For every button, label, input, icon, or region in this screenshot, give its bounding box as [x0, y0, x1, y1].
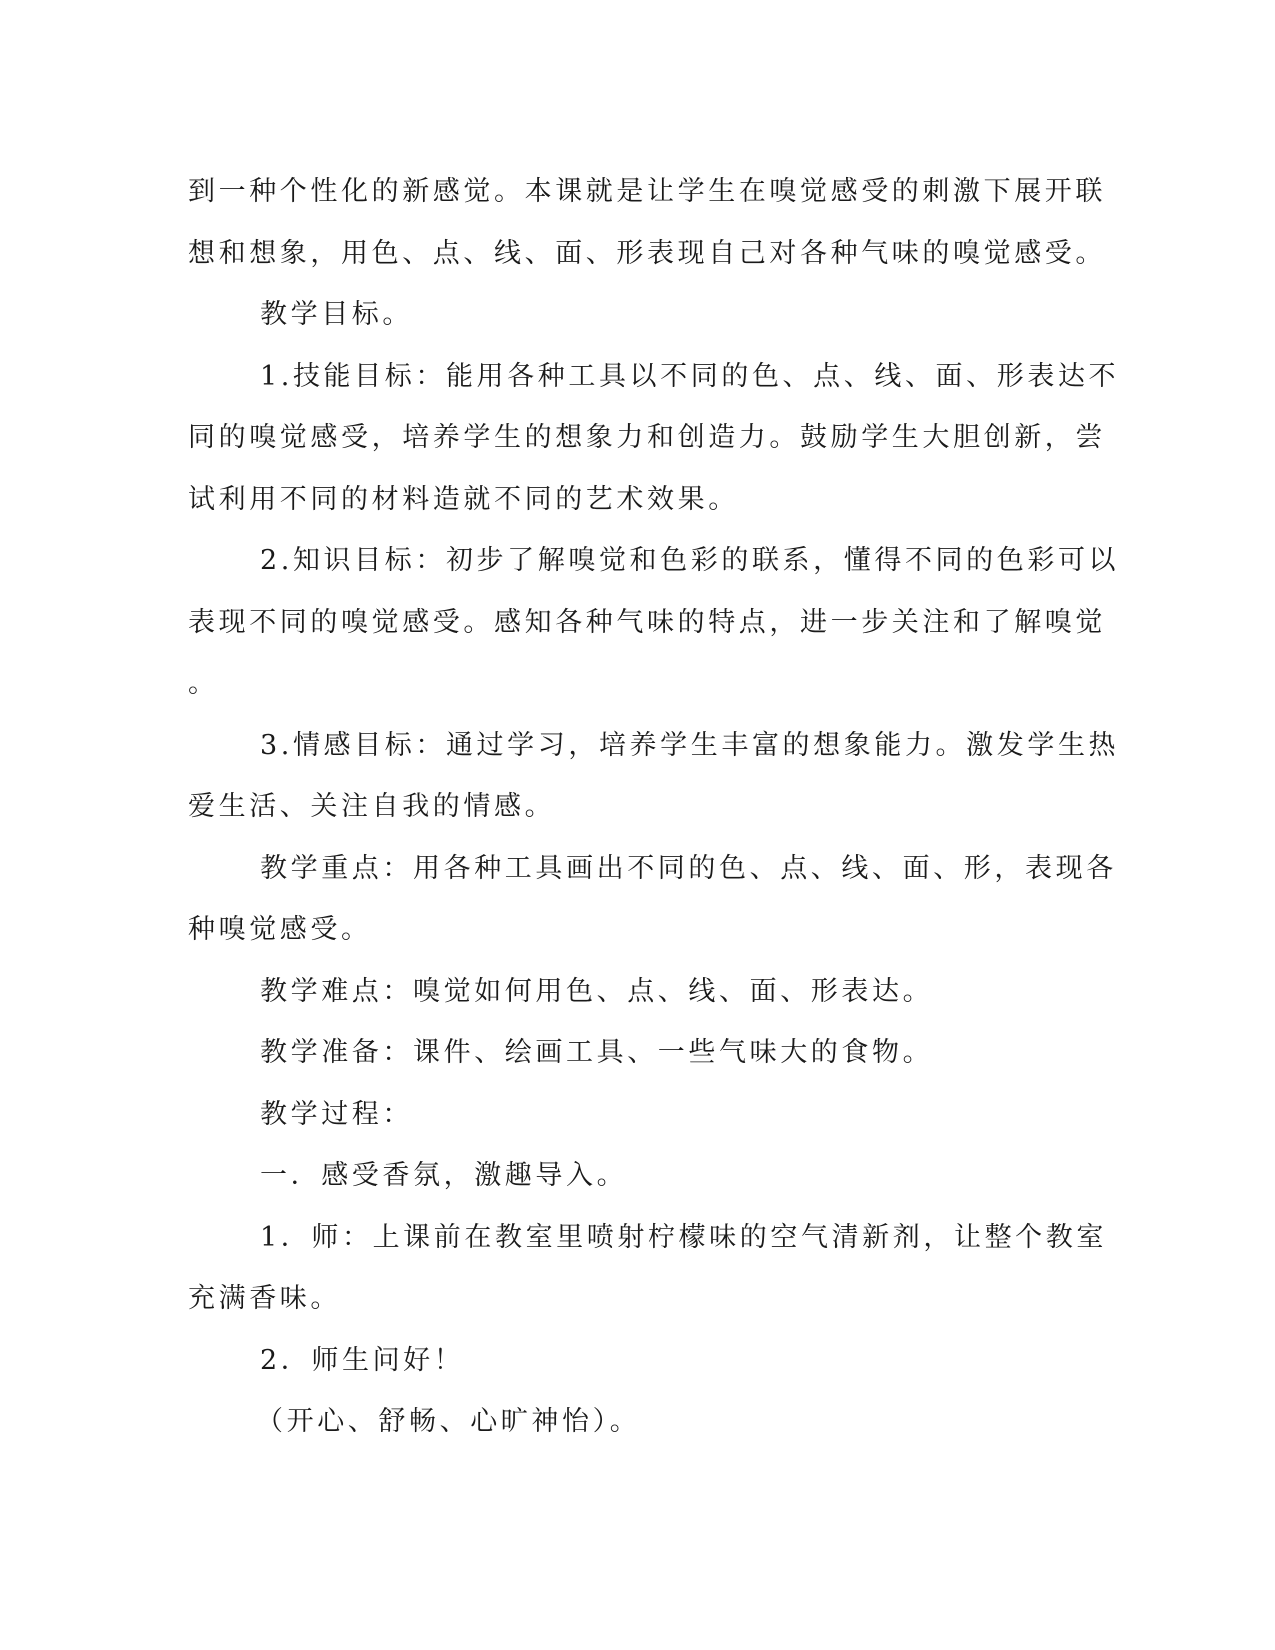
body-text-line: 2．师生问好！ [260, 1344, 465, 1376]
body-text-line: 种嗅觉感受。 [188, 914, 372, 945]
body-text-line: 同的嗅觉感受，培养学生的想象力和创造力。鼓励学生大胆创新，尝 [188, 422, 1106, 453]
body-text-line: 充满香味。 [188, 1283, 341, 1314]
body-text-line: 1.技能目标：能用各种工具以不同的色、点、线、面、形表达不 [260, 360, 1120, 392]
section-heading-teaching-goals: 教学目标。 [260, 299, 413, 330]
body-text-line: 2.知识目标：初步了解嗅觉和色彩的联系，懂得不同的色彩可以 [260, 545, 1120, 576]
body-text-line: 一．感受香氛，激趣导入。 [260, 1160, 628, 1191]
body-text-line: 到一种个性化的新感觉。本课就是让学生在嗅觉感受的刺激下展开联 [188, 176, 1106, 207]
body-text-line: （开心、舒畅、心旷神怡）。 [256, 1406, 641, 1437]
document-page [188, 161, 1120, 1453]
body-text-line: 表现不同的嗅觉感受。感知各种气味的特点，进一步关注和了解嗅觉 [188, 606, 1106, 638]
body-text-line: 。 [188, 668, 219, 699]
section-heading-teaching-process: 教学过程： [260, 1098, 413, 1130]
body-text-line: 1．师：上课前在教室里喷射柠檬味的空气清新剂，让整个教室 [260, 1221, 1107, 1253]
body-text-line: 爱生活、关注自我的情感。 [188, 791, 556, 822]
body-text-line: 教学准备：课件、绘画工具、一些气味大的食物。 [260, 1037, 934, 1068]
body-text-line: 教学难点：嗅觉如何用色、点、线、面、形表达。 [260, 975, 934, 1007]
body-text-line: 试利用不同的材料造就不同的艺术效果。 [188, 483, 739, 515]
body-text-line: 3.情感目标：通过学习，培养学生丰富的想象能力。激发学生热 [260, 729, 1120, 761]
body-text-line: 教学重点：用各种工具画出不同的色、点、线、面、形，表现各 [260, 852, 1117, 884]
body-text-line: 想和想象，用色、点、线、面、形表现自己对各种气味的嗅觉感受。 [188, 237, 1106, 269]
